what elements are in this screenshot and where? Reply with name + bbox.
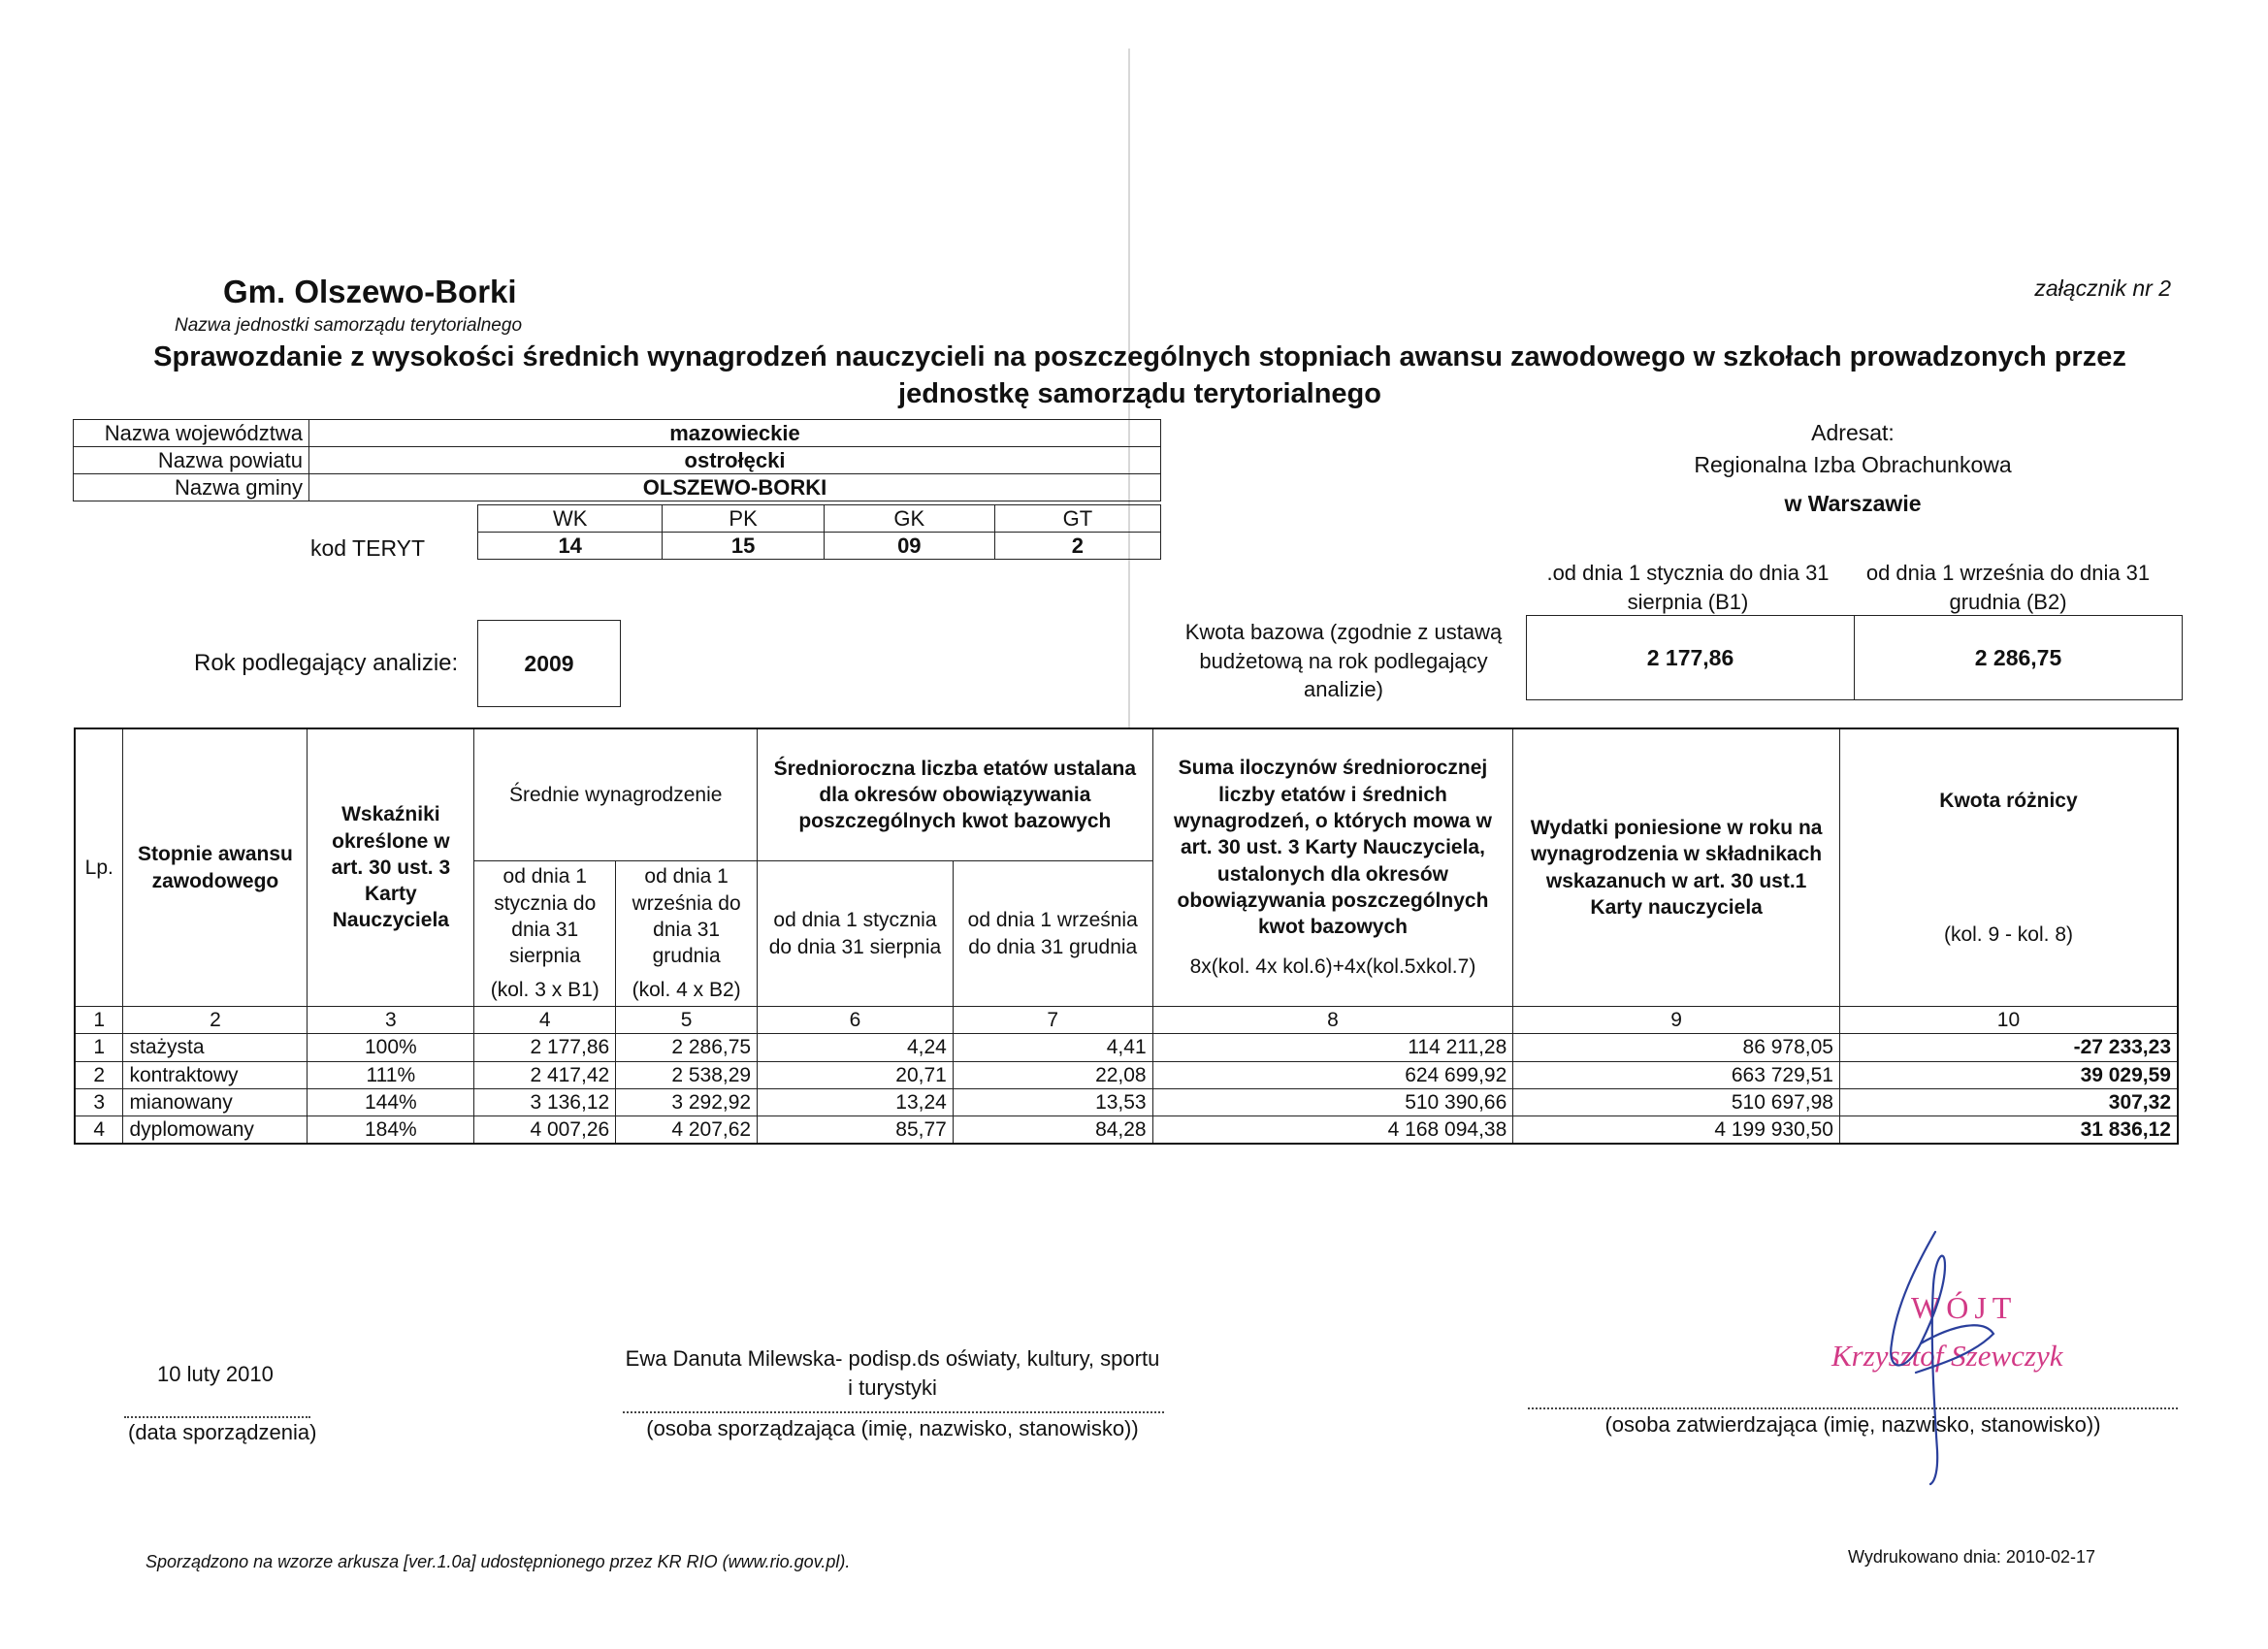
cell-sum: 624 699,92 (1152, 1061, 1513, 1088)
cell-diff: 31 836,12 (1839, 1116, 2178, 1145)
cell-indicator: 144% (308, 1088, 474, 1116)
header-fte: Średnioroczna liczba etatów ustalana dla okresów obowiązywania poszczególnych kwot bazowych (758, 728, 1153, 861)
header-diff (1839, 728, 2178, 1007)
table-row (75, 1116, 2178, 1145)
county-value: ostrołęcki (309, 447, 1161, 474)
col-number: 4 (474, 1007, 616, 1034)
cell-fte-b: 22,08 (953, 1061, 1152, 1088)
cell-fte-b: 84,28 (953, 1116, 1152, 1145)
header-avg-salary: Średnie wynagrodzenie (474, 728, 758, 861)
preparer-caption: (osoba sporządzająca (imię, nazwisko, stanowisko)) (646, 1416, 1139, 1440)
cell-fte-a: 13,24 (758, 1088, 954, 1116)
cell-diff: 307,32 (1839, 1088, 2178, 1116)
teryt-value-gk: 09 (824, 533, 994, 560)
col-number: 3 (308, 1007, 474, 1034)
cell-sal-a: 2 417,42 (474, 1061, 616, 1088)
cell-sum: 114 211,28 (1152, 1034, 1513, 1061)
header-sum (1152, 728, 1513, 1007)
b1-period-label: .od dnia 1 stycznia do dnia 31 sierpnia (B1) (1546, 561, 1830, 614)
cell-fte-a: 85,77 (758, 1116, 954, 1145)
header-indicators: Wskaźniki określone w art. 30 ust. 3 Karty Nauczyciela (308, 728, 474, 1007)
approver-caption: (osoba zatwierdzająca (imię, nazwisko, stanowisko)) (1604, 1412, 2101, 1437)
column-numbers-row (75, 1007, 2178, 1034)
teryt-header-gt: GT (994, 505, 1160, 533)
header-avg-sal-a (474, 861, 616, 1007)
unit-name-caption: Nazwa jednostki samorządu terytorialnego (175, 315, 523, 336)
addressee (1669, 417, 2037, 520)
table-row (75, 1034, 2178, 1061)
addressee-line2: w Warszawie (1784, 490, 1922, 516)
col-number: 2 (123, 1007, 308, 1034)
commune-value: OLSZEWO-BORKI (309, 474, 1161, 501)
header-fte-a: od dnia 1 stycznia do dnia 31 sierpnia (758, 861, 954, 1007)
cell-sal-b: 2 538,29 (616, 1061, 758, 1088)
cell-sal-a: 4 007,26 (474, 1116, 616, 1145)
cell-expenses: 86 978,05 (1513, 1034, 1840, 1061)
cell-lp: 2 (75, 1061, 123, 1088)
stamp-name: Krzysztof Szewczyk (1831, 1339, 2063, 1373)
date-line (124, 1416, 310, 1418)
template-note: Sporządzono na wzorze arkusza [ver.1.0a] udostępnionego przez KR RIO (www.rio.gov.pl). (146, 1552, 851, 1571)
col-number: 1 (75, 1007, 123, 1034)
cell-grade: kontraktowy (123, 1061, 308, 1088)
b2-value: 2 286,75 (1855, 616, 2183, 700)
cell-sal-b: 4 207,62 (616, 1116, 758, 1145)
year-label: Rok podlegający analizie: (194, 650, 459, 676)
voivodeship-label: Nazwa województwa (74, 420, 309, 447)
cell-expenses: 510 697,98 (1513, 1088, 1840, 1116)
table-row (75, 1088, 2178, 1116)
year-value: 2009 (477, 620, 621, 707)
cell-grade: stażysta (123, 1034, 308, 1061)
cell-expenses: 663 729,51 (1513, 1061, 1840, 1088)
cell-indicator: 184% (308, 1116, 474, 1145)
county-label: Nazwa powiatu (74, 447, 309, 474)
header-diff-formula: (kol. 9 - kol. 8) (1943, 922, 2073, 946)
cell-lp: 4 (75, 1116, 123, 1145)
addressee-line1: Regionalna Izba Obrachunkowa (1694, 452, 2012, 478)
cell-sal-a: 3 136,12 (474, 1088, 616, 1116)
base-amount-table (1526, 615, 2183, 700)
header-lp: Lp. (75, 728, 123, 1007)
addressee-label: Adresat: (1811, 420, 1895, 445)
printed-date: Wydrukowano dnia: 2010-02-17 (1848, 1547, 2095, 1567)
admin-units-table (73, 419, 1161, 501)
cell-sum: 510 390,66 (1152, 1088, 1513, 1116)
preparer-line (623, 1411, 1164, 1413)
header-diff-text: Kwota różnicy (1939, 790, 2078, 813)
report-title: Sprawozdanie z wysokości średnich wynagrodzeń nauczycieli na poszczególnych stopniach awansu zawodowego w szkołach prowadzonych przez jednostkę samorządu terytorialnego (153, 341, 2126, 409)
col-number: 8 (1152, 1007, 1513, 1034)
teryt-header-gk: GK (824, 505, 994, 533)
base-amount-label: Kwota bazowa (zgodnie z ustawą budżetową na rok podlegający analizie) (1184, 620, 1503, 702)
b1-value: 2 177,86 (1527, 616, 1855, 700)
approver-line (1528, 1407, 2178, 1409)
cell-grade: mianowany (123, 1088, 308, 1116)
cell-fte-b: 13,53 (953, 1088, 1152, 1116)
table-row (75, 1061, 2178, 1088)
header-sum-formula: 8x(kol. 4x kol.6)+4x(kol.5xkol.7) (1189, 955, 1476, 979)
col-number: 9 (1513, 1007, 1840, 1034)
col-number: 5 (616, 1007, 758, 1034)
teryt-header-wk: WK (478, 505, 663, 533)
date-caption: (data sporządzenia) (128, 1420, 317, 1444)
header-avg-sal-b-text: od dnia 1 września do dnia 31 grudnia (632, 865, 741, 968)
cell-indicator: 111% (308, 1061, 474, 1088)
header-avg-sal-b-formula: (kol. 4 x B2) (632, 979, 741, 1002)
cell-indicator: 100% (308, 1034, 474, 1061)
header-fte-b: od dnia 1 września do dnia 31 grudnia (953, 861, 1152, 1007)
cell-fte-a: 20,71 (758, 1061, 954, 1088)
commune-label: Nazwa gminy (74, 474, 309, 501)
handwritten-signature-icon (1877, 1227, 2003, 1489)
header-grade: Stopnie awansu zawodowego (123, 728, 308, 1007)
cell-sum: 4 168 094,38 (1152, 1116, 1513, 1145)
col-number: 6 (758, 1007, 954, 1034)
header-avg-sal-b (616, 861, 758, 1007)
cell-sal-a: 2 177,86 (474, 1034, 616, 1061)
teryt-value-pk: 15 (663, 533, 824, 560)
header-sum-text: Suma iloczynów średniorocznej liczby etatów i średnich wynagrodzeń, o których mowa w art. 30 ust. 3 Karty Nauczyciela, ustalonych dla okresów obowiązywania poszczególnych kwot bazowych (1174, 757, 1492, 939)
salary-report-table (74, 728, 2179, 1145)
cell-expenses: 4 199 930,50 (1513, 1116, 1840, 1145)
cell-sal-b: 3 292,92 (616, 1088, 758, 1116)
cell-lp: 3 (75, 1088, 123, 1116)
header-avg-sal-a-text: od dnia 1 stycznia do dnia 31 sierpnia (494, 865, 597, 968)
cell-lp: 1 (75, 1034, 123, 1061)
date-value: 10 luty 2010 (157, 1362, 274, 1386)
col-number: 7 (953, 1007, 1152, 1034)
b2-period-label: od dnia 1 września do dnia 31 grudnia (B2) (1865, 561, 2151, 614)
header-avg-sal-a-formula: (kol. 3 x B1) (490, 979, 599, 1002)
teryt-value-wk: 14 (478, 533, 663, 560)
cell-grade: dyplomowany (123, 1116, 308, 1145)
teryt-header-pk: PK (663, 505, 824, 533)
cell-fte-b: 4,41 (953, 1034, 1152, 1061)
col-number: 10 (1839, 1007, 2178, 1034)
cell-sal-b: 2 286,75 (616, 1034, 758, 1061)
voivodeship-value: mazowieckie (309, 420, 1161, 447)
teryt-value-gt: 2 (994, 533, 1160, 560)
stamp-title: WÓJT (1911, 1290, 2018, 1325)
cell-diff: 39 029,59 (1839, 1061, 2178, 1088)
teryt-label: kod TERYT (310, 535, 426, 561)
teryt-table (477, 504, 1161, 560)
cell-diff: -27 233,23 (1839, 1034, 2178, 1061)
unit-name: Gm. Olszewo-Borki (223, 274, 517, 309)
preparer-value: Ewa Danuta Milewska- podisp.ds oświaty, kultury, sportu i turystyki (625, 1346, 1160, 1400)
cell-fte-a: 4,24 (758, 1034, 954, 1061)
header-expenses: Wydatki poniesione w roku na wynagrodzenia w składnikach wskazanuch w art. 30 ust.1 Karty nauczyciela (1513, 728, 1840, 1007)
annex-label: załącznik nr 2 (2034, 275, 2171, 301)
